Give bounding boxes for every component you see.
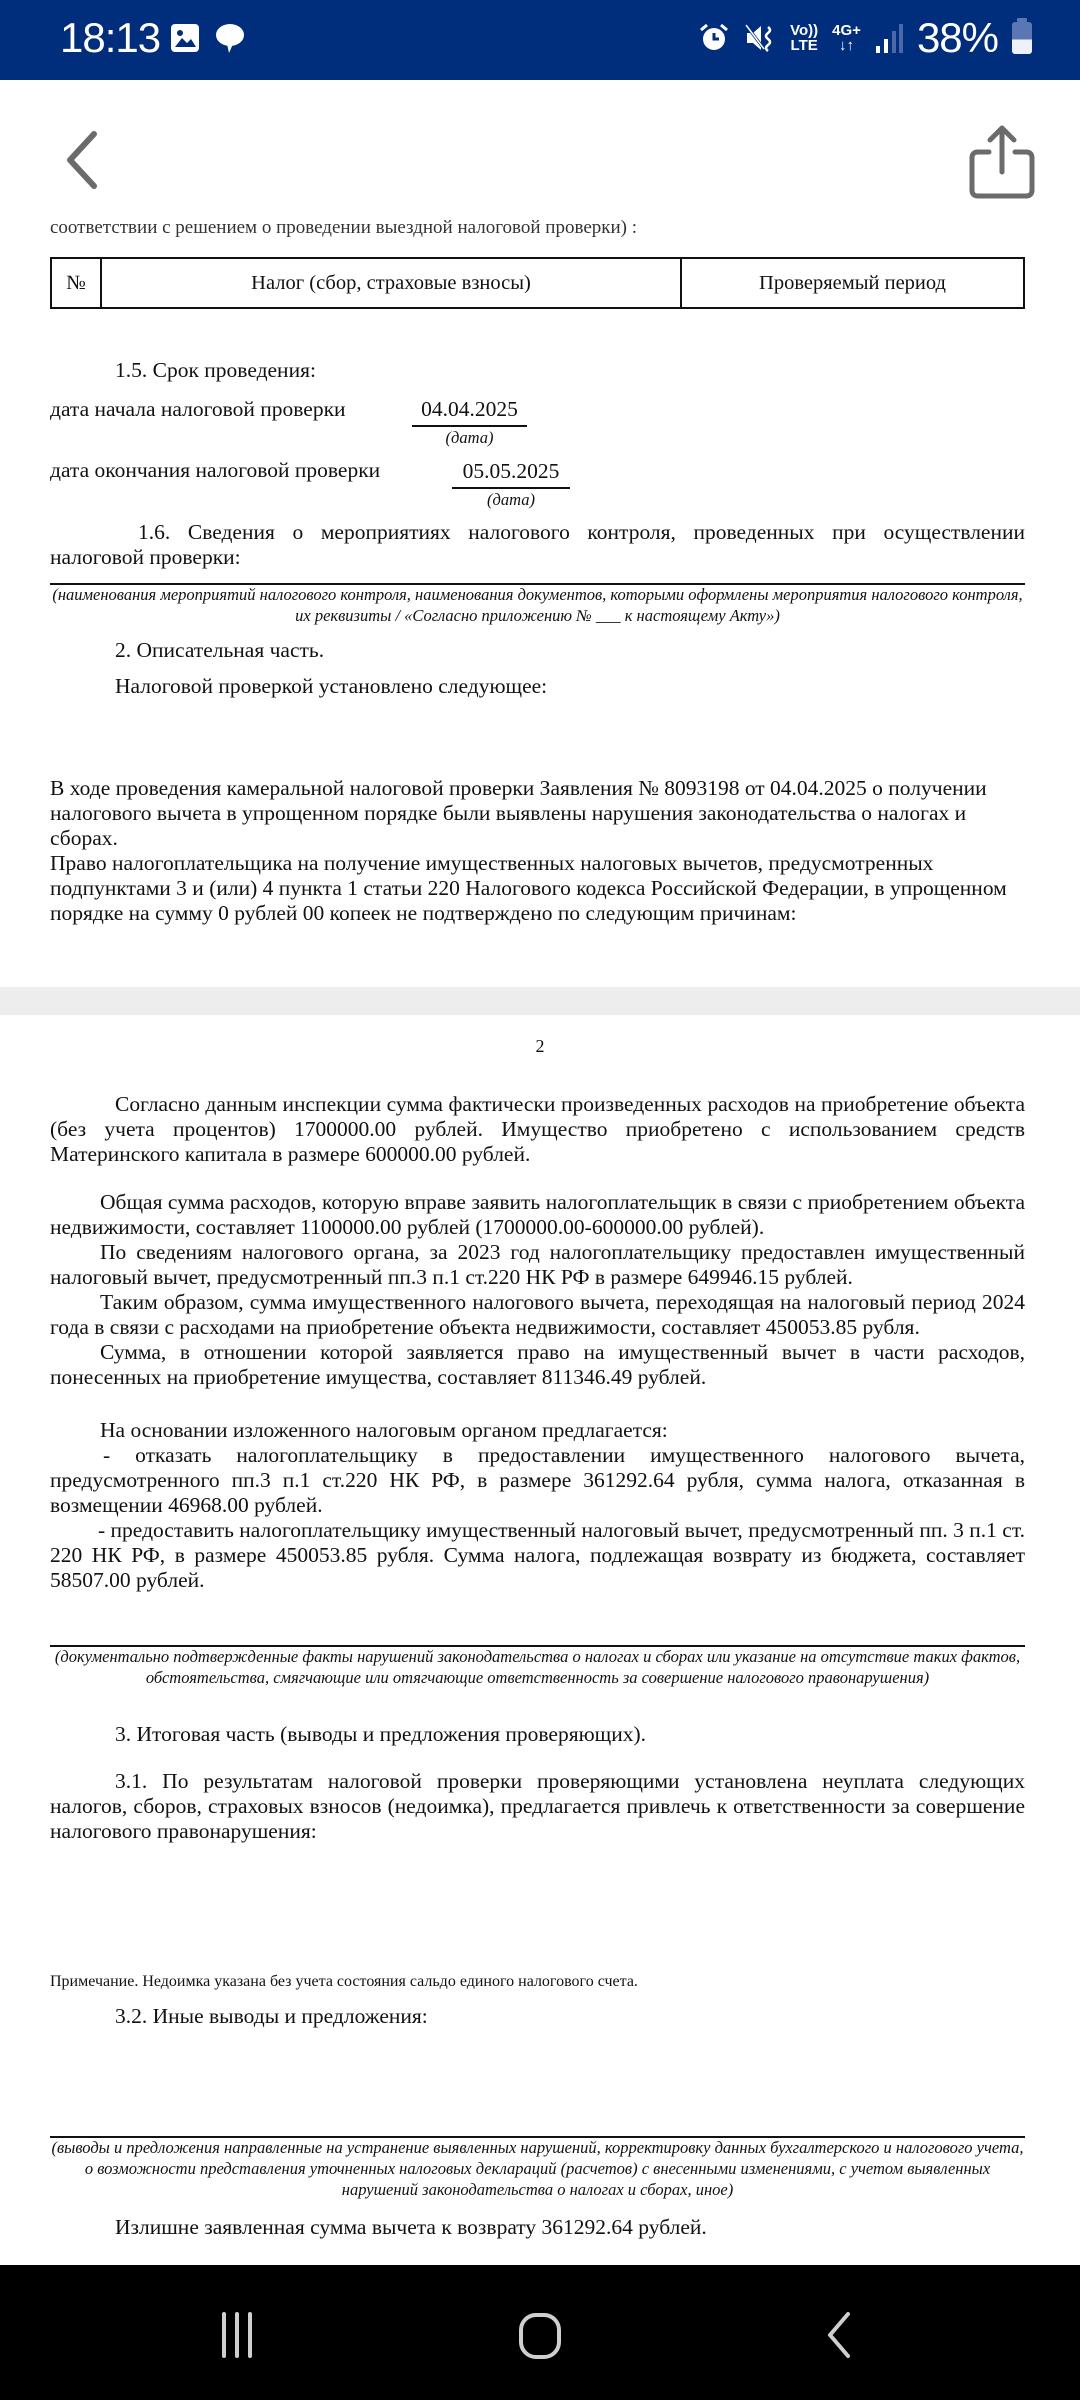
section-3-note: Примечание. Недоимка указана без учета состояния сальдо единого налогового счета.	[50, 1973, 638, 1990]
recent-apps-button[interactable]	[192, 2295, 282, 2375]
battery-icon	[1012, 22, 1032, 54]
volte-icon: Vo)) LTE	[790, 22, 819, 54]
section-1-6-text: 1.6. Сведения о мероприятиях налогового контроля, проведенных при осуществлении налоговой проверки:	[50, 520, 1025, 569]
section-3-title: 3. Итоговая часть (выводы и предложения проверяющих).	[115, 1722, 647, 1746]
share-button[interactable]	[964, 124, 1040, 200]
proposal-1: - отказать налогоплательщику в предоставлении имущественного налогового вычета, предусмотренного пп.3 п.1 ст.220 НК РФ, в размере 361292.64 рубля, сумма налога, отказанная в возмещении 46968.00 рублей.	[50, 1443, 1025, 1517]
notification-icons	[170, 22, 246, 54]
recent-apps-icon	[212, 2310, 262, 2360]
table-header-row	[51, 258, 1024, 308]
4g-plus-icon: 4G+ ↓↑	[832, 22, 861, 54]
page2-caption: (документально подтвержденные факты нарушений законодательства о налогах и сборах или указание на отсутствие таких фактов, обстоятельства, смягчающие или отягчающие ответственность за совершение налогового правонарушения)	[54, 1647, 1021, 1687]
section-3-2: 3.2. Иные выводы и предложения:	[115, 2004, 428, 2028]
section-1-5-title: 1.5. Срок проведения:	[115, 358, 316, 382]
section-1-6-caption: (наименования мероприятий налогового контроля, наименования документов, которыми оформлены мероприятия налогового контроля, их реквизиты / «Согласно приложению № ___ к настоящему Акту»)	[52, 585, 1023, 625]
chat-bubble-icon	[214, 22, 246, 54]
section-2-title: 2. Описательная часть.	[115, 638, 325, 662]
proposal-2: - предоставить налогоплательщику имущественный налоговый вычет, предусмотренный пп. 3 п.1 ст. 220 НК РФ, в размере 450053.85 рубля. Сумма налога, подлежащая возврату из бюджета, составляет 58507.00 рублей.	[50, 1518, 1025, 1592]
start-date-label: дата начала налоговой проверки	[50, 397, 346, 421]
mute-vibrate-icon	[744, 22, 776, 54]
tax-table	[50, 257, 1025, 309]
end-date-label: дата окончания налоговой проверки	[50, 458, 381, 482]
back-arrow-icon	[816, 2310, 866, 2360]
signal-icon	[875, 22, 903, 54]
end-date-value: 05.05.2025	[462, 459, 560, 483]
section-3-caption: (выводы и предложения направленные на устранение выявленных нарушений, корректировку данных бухгалтерского и налогового учета, о возможности представления уточненных налоговых деклараций (расчетов) с внесенными изменениями, с учетом выявленных нарушений законодательства о налогах и сборах, иное)	[51, 2138, 1024, 2199]
cut-off-text: соответствии с решением о проведении выездной налоговой проверки) :	[50, 217, 638, 238]
chevron-left-icon	[62, 130, 102, 190]
col-tax: Налог (сбор, страховые взносы)	[101, 258, 681, 308]
section-2-intro: Налоговой проверкой установлено следующее:	[115, 674, 548, 698]
page2-para5: Сумма, в отношении которой заявляется право на имущественный вычет в части расходов, понесенных на приобретение имущества, составляет 811346.49 рублей.	[50, 1340, 1025, 1389]
page-number: 2	[535, 1036, 545, 1056]
col-period: Проверяемый период	[681, 258, 1024, 308]
system-icons	[698, 14, 1032, 62]
section-2-para1: В ходе проведения камеральной налоговой проверки Заявления № 8093198 от 04.04.2025 о получении налогового вычета в упрощенном порядке были выявлены нарушения законодательства о налогах и сборах.	[50, 776, 987, 850]
page2-para1: Согласно данным инспекции сумма фактически произведенных расходов на приобретение объекта (без учета процентов) 1700000.00 рублей. Имущество приобретено с использованием средств Материнского капитала в размере 600000.00 рублей.	[50, 1092, 1025, 1166]
col-number: №	[51, 258, 101, 308]
app-bar	[0, 80, 1080, 230]
back-button[interactable]	[52, 122, 112, 198]
page2-para2: Общая сумма расходов, которую вправе заявить налогоплательщик в связи с приобретением объекта недвижимости, составляет 1100000.00 рублей (1700000.00-600000.00 рублей).	[50, 1190, 1025, 1239]
page-separator	[0, 987, 1080, 1015]
section-2-para2: Право налогоплательщика на получение имущественных налоговых вычетов, предусмотренных подпунктами 3 и (или) 4 пункта 1 статьи 220 Налогового кодекса Российской Федерации, в упрощенном порядке на сумму 0 рублей 00 копеек не подтверждено по следующим причинам:	[50, 851, 1007, 925]
share-icon	[964, 124, 1040, 200]
status-time: 18:13	[60, 14, 161, 61]
battery-percent: 38%	[916, 14, 998, 61]
home-icon	[515, 2310, 565, 2360]
page2-para4: Таким образом, сумма имущественного налогового вычета, переходящая на налоговый период 2024 года в связи с расходами на приобретение объекта недвижимости, составляет 450053.85 рубля.	[50, 1290, 1025, 1339]
final-amount-text: Излишне заявленная сумма вычета к возврату 361292.64 рублей.	[115, 2215, 707, 2239]
section-3-1: 3.1. По результатам налоговой проверки проверяющими установлена неуплата следующих налогов, сборов, страховых взносов (недоимка), предлагается привлечь к ответственности за совершение налогового правонарушения:	[50, 1769, 1025, 1843]
start-date-value: 04.04.2025	[421, 397, 518, 421]
start-date-caption: (дата)	[445, 428, 494, 447]
page2-para3: По сведениям налогового органа, за 2023 год налогоплательщику предоставлен имущественный налоговый вычет, предусмотренный пп.3 п.1 ст.220 НК РФ в размере 649946.15 рублей.	[50, 1240, 1025, 1289]
system-nav-bar	[0, 2265, 1080, 2400]
status-bar	[0, 0, 1080, 80]
alarm-icon	[698, 22, 730, 54]
end-date-caption: (дата)	[487, 490, 535, 509]
gallery-icon	[170, 23, 200, 53]
nav-back-button[interactable]	[796, 2295, 886, 2375]
home-button[interactable]	[495, 2295, 585, 2375]
proposal-intro: На основании изложенного налоговым органом предлагается:	[100, 1418, 668, 1442]
